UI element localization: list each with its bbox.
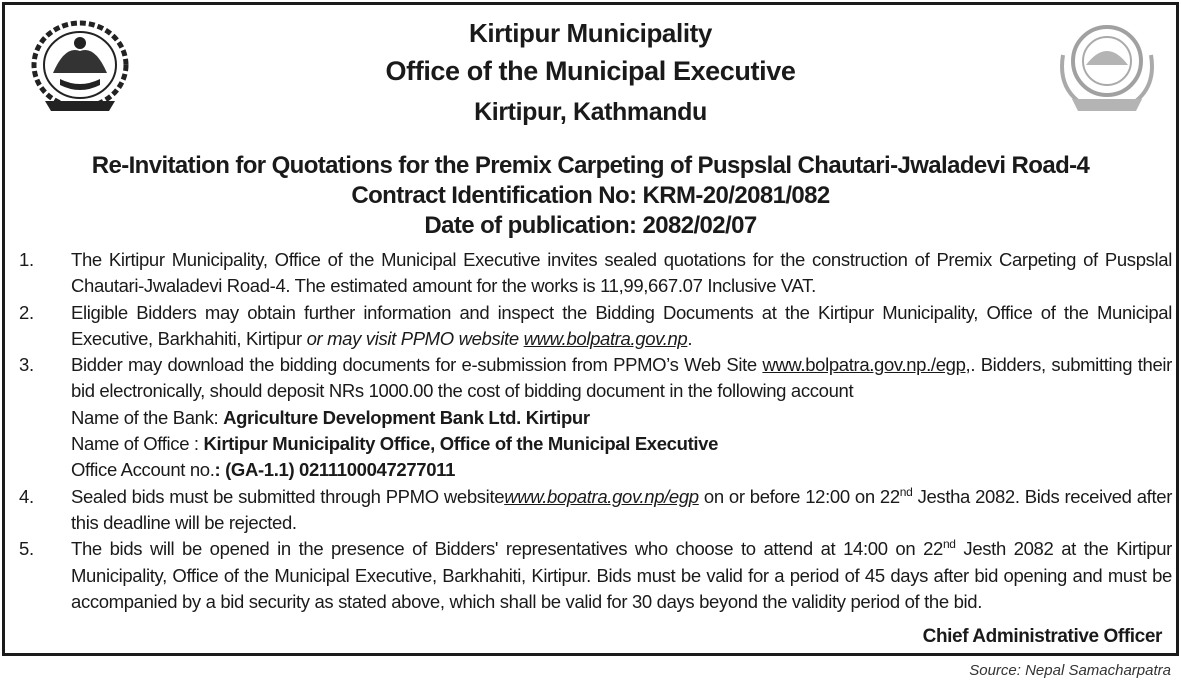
item-body: Eligible Bidders may obtain further information and inspect the Bidding Documents at the Kirtipur Municipality, Office of the Municipal Executive, Barkhahiti, Kirtipur	[71, 301, 1172, 349]
item-italic: or may visit PPMO website	[301, 327, 524, 349]
bopatra-link[interactable]: www.bopatra.gov.np/egp	[504, 485, 699, 507]
item-body: The bids will be opened in the presence of Bidders' representatives who choose to attend at 14:00 on 22	[71, 538, 943, 560]
notice-header	[5, 17, 1176, 132]
item-number: 3.	[19, 354, 34, 376]
item-text	[71, 352, 1172, 483]
egp-link[interactable]: www.bolpatra.gov.np./egp	[762, 354, 966, 376]
publication-date: Date of publication: 2082/02/07	[424, 212, 757, 239]
notice-frame	[2, 2, 1179, 656]
list-item	[19, 300, 1172, 353]
item-end: .	[687, 327, 693, 349]
item-body-2: on or before 12:00 on 22	[698, 485, 900, 507]
list-item	[19, 536, 1172, 615]
item-body-3: Jestha 2082. Bids received after this deadline will be rejected.	[71, 485, 1172, 533]
item-text	[71, 484, 1172, 537]
item-number: 4.	[19, 485, 34, 507]
signature: Chief Administrative Officer	[922, 626, 1162, 647]
item-text: The Kirtipur Municipality, Office of the Municipal Executive invites sealed quotations for the construction of Premix Carpeting of Puspslal Chautari-Jwaladevi Road-4. The estimated amount for the works is 11,99,667.07 Inclusive VAT.	[71, 249, 1172, 297]
bank-label: Name of the Bank:	[71, 406, 224, 428]
organization-name: Kirtipur Municipality	[469, 18, 712, 48]
contract-id: Contract Identification No: KRM-20/2081/082	[351, 182, 830, 209]
item-number: 2.	[19, 301, 34, 323]
item-number: 1.	[19, 249, 34, 270]
office-label: Name of Office :	[71, 433, 204, 455]
office-line	[71, 431, 1172, 457]
office-value: Kirtipur Municipality Office, Office of the Municipal Executive	[203, 433, 719, 455]
bank-value: Agriculture Development Bank Ltd. Kirtipur	[223, 406, 590, 428]
item-text	[71, 300, 1172, 353]
account-line	[71, 457, 1172, 483]
ordinal-suffix: nd	[899, 484, 913, 499]
office-name: Office of the Municipal Executive	[385, 56, 796, 86]
notice-titles	[5, 151, 1176, 241]
list-item	[19, 247, 1172, 300]
notice-title: Re-Invitation for Quotations for the Premix Carpeting of Puspslal Chautari-Jwaladevi Road-4	[91, 152, 1090, 179]
office-location: Kirtipur, Kathmandu	[474, 98, 707, 126]
list-item	[19, 352, 1172, 483]
bank-line	[71, 405, 1172, 431]
ordinal-suffix: nd	[942, 537, 956, 552]
item-text	[71, 536, 1172, 615]
account-value: : (GA-1.1) 0211100047277011	[214, 459, 456, 481]
list-item	[19, 484, 1172, 537]
item-body-2: ,. Bidders, submitting their bid electronically, should deposit NRs 1000.00 the cost of bidding document in the following account	[71, 354, 1172, 402]
item-body-2: Jesth 2082 at the Kirtipur Municipality, Office of the Municipal Executive, Barkhahiti, Kirtipur. Bids must be valid for a period of 45 days after bid opening and must be accompanied by a bid security as stated above, which shall be valid for 30 days beyond the validity period of the bid.	[71, 538, 1172, 612]
item-body: Sealed bids must be submitted through PPMO website	[71, 485, 505, 507]
item-number: 5.	[19, 538, 34, 560]
bolpatra-link[interactable]: www.bolpatra.gov.np	[523, 327, 688, 349]
account-label: Office Account no.	[71, 459, 215, 481]
notice-items	[19, 247, 1172, 615]
item-body: Bidder may download the bidding documents for e-submission from PPMO’s Web Site	[71, 354, 763, 376]
source-credit: Source: Nepal Samacharpatra	[969, 662, 1171, 679]
